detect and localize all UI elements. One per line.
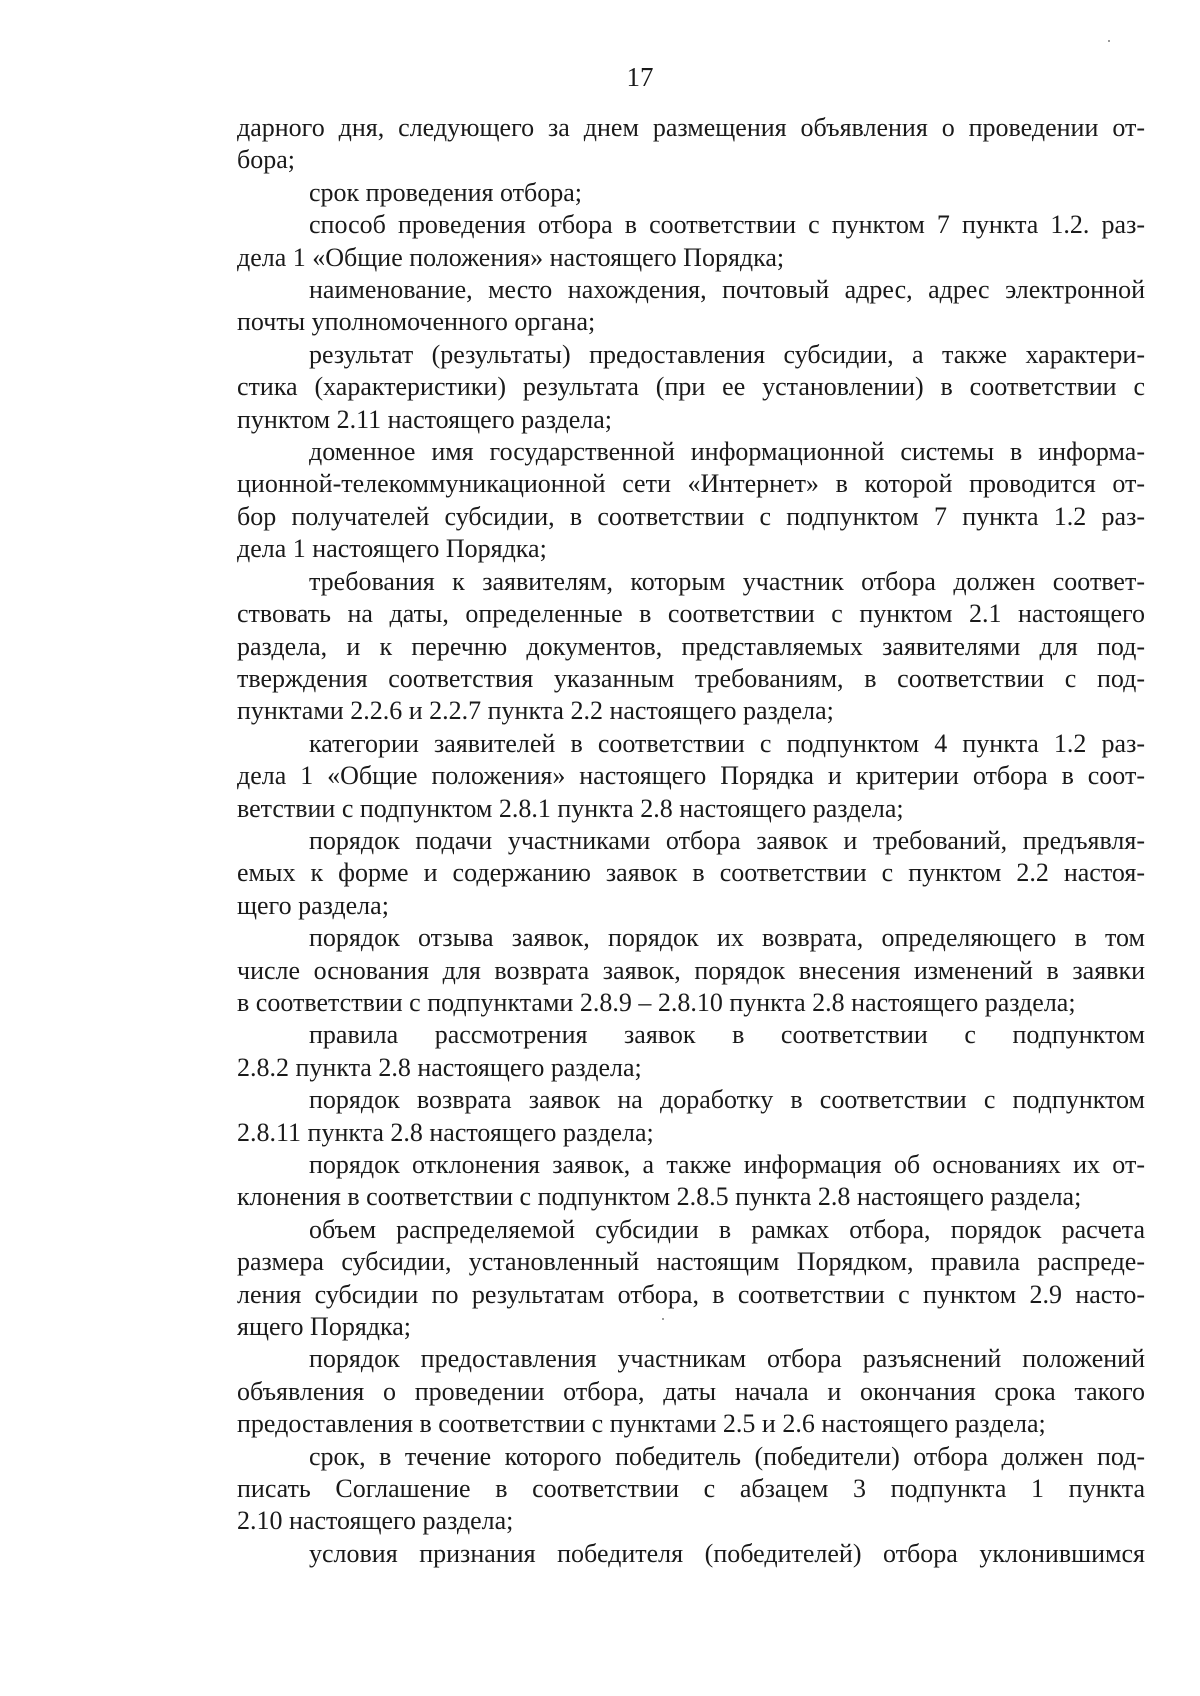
text-line: клонения в соответствии с подпунктом 2.8.5 пункта 2.8 настоящего раздела; — [237, 1182, 1082, 1212]
text-line: предоставления в соответствии с пунктами 2.5 и 2.6 настоящего раздела; — [237, 1409, 1046, 1439]
text-line: пунктами 2.2.6 и 2.2.7 пункта 2.2 настоящего раздела; — [237, 696, 834, 726]
text-line: правила рассмотрения заявок в соответствии с подпунктом — [309, 1020, 1145, 1050]
text-line: порядок подачи участниками отбора заявок и требований, предъявля- — [309, 825, 1145, 855]
paragraph — [237, 112, 1145, 177]
paragraph — [237, 1441, 1145, 1538]
paragraph — [237, 1214, 1145, 1344]
paragraph — [237, 209, 1145, 274]
text-line: 2.8.11 пункта 2.8 настоящего раздела; — [237, 1117, 654, 1147]
text-line: ления субсидии по результатам отбора, в соответствии с пунктом 2.9 насто- — [237, 1279, 1145, 1309]
text-line: срок проведения отбора; — [309, 177, 582, 207]
paragraph — [237, 728, 1145, 825]
text-line: ционной-телекоммуникационной сети «Интернет» в которой проводится от- — [237, 469, 1145, 499]
text-line: условия признания победителя (победителей) отбора уклонившимся — [309, 1538, 1145, 1568]
text-line: объявления о проведении отбора, даты начала и окончания срока такого — [237, 1376, 1145, 1406]
text-line: срок, в течение которого победитель (победители) отбора должен под- — [309, 1441, 1145, 1471]
text-line: тверждения соответствия указанным требованиям, в соответствии с под- — [237, 663, 1145, 693]
paragraph — [237, 922, 1145, 1019]
text-line: порядок возврата заявок на доработку в соответствии с подпунктом — [309, 1085, 1145, 1115]
paragraph — [237, 1343, 1145, 1440]
paragraph — [237, 566, 1145, 728]
text-line: в соответствии с подпунктами 2.8.9 – 2.8.10 пункта 2.8 настоящего раздела; — [237, 987, 1076, 1017]
paragraph — [237, 1019, 1145, 1084]
paragraph — [237, 177, 1145, 209]
text-line: ящего Порядка; — [237, 1312, 412, 1342]
text-line: порядок отзыва заявок, порядок их возврата, определяющего в том — [309, 923, 1145, 953]
text-line: 2.8.2 пункта 2.8 настоящего раздела; — [237, 1052, 642, 1082]
text-line: пунктом 2.11 настоящего раздела; — [237, 404, 613, 434]
text-line: категории заявителей в соответствии с подпунктом 4 пункта 1.2 раз- — [309, 728, 1145, 758]
text-line: объем распределяемой субсидии в рамках отбора, порядок расчета — [309, 1214, 1145, 1244]
paragraph — [237, 274, 1145, 339]
text-line: требования к заявителям, которым участник отбора должен соответ- — [309, 566, 1145, 596]
text-line: числе основания для возврата заявок, порядок внесения изменений в заявки — [237, 955, 1145, 985]
text-line: 2.10 настоящего раздела; — [237, 1506, 514, 1536]
paragraph — [237, 1538, 1145, 1570]
paragraph — [237, 1149, 1145, 1214]
text-line: почты уполномоченного органа; — [237, 307, 596, 337]
text-line: размера субсидии, установленный настоящим Порядком, правила распреде- — [237, 1247, 1145, 1277]
text-line: бора; — [237, 145, 295, 175]
text-line: порядок отклонения заявок, а также информация об основаниях их от- — [309, 1150, 1145, 1179]
text-line: раздела, и к перечню документов, представляемых заявителями для под- — [237, 631, 1145, 661]
text-line: способ проведения отбора в соответствии с пунктом 7 пункта 1.2. раз- — [309, 210, 1145, 240]
document-body — [237, 112, 1145, 1570]
paragraph — [237, 1084, 1145, 1149]
text-line: дела 1 «Общие положения» настоящего Порядка и критерии отбора в соот- — [237, 761, 1145, 791]
text-line: писать Соглашение в соответствии с абзацем 3 подпункта 1 пункта — [237, 1474, 1145, 1504]
text-line: дела 1 «Общие положения» настоящего Порядка; — [237, 242, 785, 272]
text-line: стика (характеристики) результата (при ее установлении) в соответствии с — [237, 372, 1145, 402]
text-line: емых к форме и содержанию заявок в соответствии с пунктом 2.2 настоя- — [237, 858, 1145, 888]
scan-artifact — [1108, 40, 1110, 42]
paragraph — [237, 825, 1145, 922]
text-line: наименование, место нахождения, почтовый адрес, адрес электронной — [309, 275, 1145, 305]
text-line: щего раздела; — [237, 890, 389, 920]
paragraph — [237, 339, 1145, 436]
paragraph — [237, 436, 1145, 566]
text-line: бор получателей субсидии, в соответствии с подпунктом 7 пункта 1.2 раз- — [237, 501, 1145, 531]
text-line: ствовать на даты, определенные в соответствии с пунктом 2.1 настоящего — [237, 599, 1145, 629]
text-line: дарного дня, следующего за днем размещения объявления о проведении от- — [237, 113, 1145, 142]
text-line: результат (результаты) предоставления субсидии, а также характери- — [309, 339, 1145, 369]
text-line: дела 1 настоящего Порядка; — [237, 534, 547, 564]
scan-artifact — [662, 1318, 664, 1320]
text-line: порядок предоставления участникам отбора разъяснений положений — [309, 1344, 1145, 1374]
text-line: доменное имя государственной информационной системы в информа- — [309, 437, 1145, 467]
page-number: 17 — [626, 62, 654, 92]
text-line: ветствии с подпунктом 2.8.1 пункта 2.8 настоящего раздела; — [237, 793, 904, 823]
